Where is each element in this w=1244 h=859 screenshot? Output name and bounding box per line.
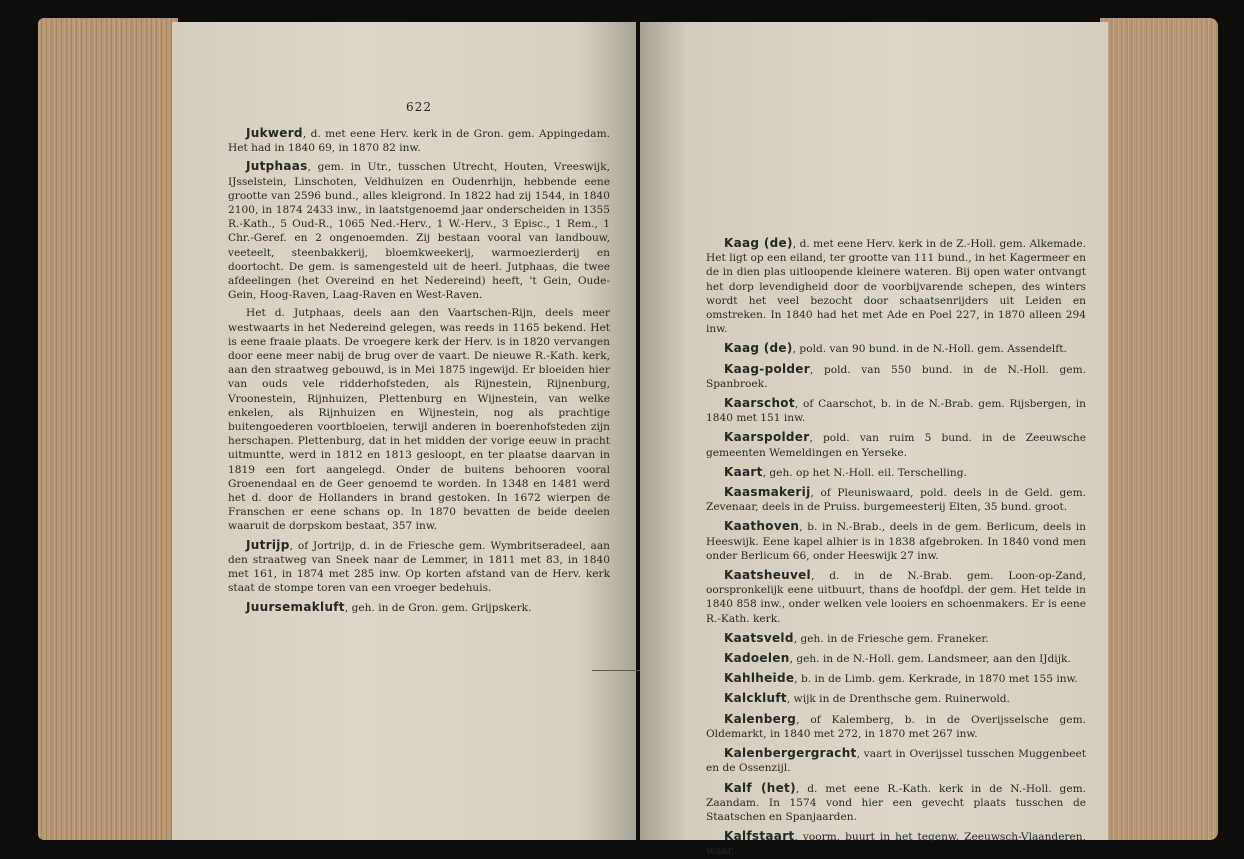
entry-jutrijp [228, 538, 610, 596]
entry-text: , pold. van ruim 5 bund. in de Zeeuwsche gemeenten Wemeldingen en Yerseke. [706, 432, 1086, 459]
headword: Kaarspolder [724, 430, 810, 445]
entry-kaart [706, 465, 1086, 480]
page-number: 622 [406, 100, 432, 114]
entry-text: , pold. van 90 bund. in de N.-Holl. gem. Assendelft. [792, 343, 1067, 356]
entry-text: , of Caarschot, b. in de N.-Brab. gem. Rijsbergen, in 1840 met 151 inw. [706, 398, 1086, 425]
entry-text: , of Pleuniswaard, pold. deels in de Geld. gem. Zevenaar, deels in de Pruiss. burgemeesterij Elten, 35 bund. groot. [706, 487, 1086, 514]
jutphaas-paragraph: Het d. Jutphaas, deels aan den Vaartschen-Rijn, deels meer westwaarts in het Nedereind gelegen, was reeds in 1165 bekend. Het is eene fraaie plaats. De vroegere kerk der Herv. is in 1820 vervangen door eene meer nabij de brug over de vaart. De nieuwe R.-Kath. kerk, aan den straatweg gebouwd, is in Mei 1875 ingewijd. Er bloeiden hier van ouds vele ridderhofsteden, als Rijnestein, Rijnenburg, Vroonestein, Rijnhuizen, Plettenburg en Wijnestein, van welke enkelen, als Rijnhuizen en Wijnestein, nog als prachtige buitengoederen voortbloeien, terwijl anderen in boerenhofsteden zijn herschapen. Plettenburg, dat in het midden der vorige eeuw in pracht uitmuntte, werd in 1812 en 1813 gesloopt, en ter plaatse daarvan in 1819 een fort aangelegd. Onder de buitens behooren vooral Groenendaal en de Geer genoemd te worden. In 1348 en 1481 werd het d. door de Hollanders in brand gestoken. In 1672 wierpen de Franschen er eene schans op. In 1870 bevatten de beide deelen waaruit de dorpskom bestaat, 357 inw. [228, 307, 610, 533]
headword: Kaag (de) [724, 236, 793, 250]
entry-text: , of Kalemberg, b. in de Overijsselsche gem. Oldemarkt, in 1840 met 272, in 1870 met 267 inw. [706, 713, 1086, 740]
entry-jutphaas [228, 159, 610, 302]
entry-juursemakluft [228, 600, 610, 615]
entry-text: , geh. op het N.-Holl. eil. Terschelling. [762, 466, 967, 479]
left-page-edges [38, 18, 178, 840]
entry-text: , voorm. buurt in het tegenw. Zeeuwsch-Vlaanderen, waar [706, 831, 1086, 858]
headword: Jukwerd [246, 126, 303, 140]
entry-text: , d. met eene Herv. kerk in de Z.-Holl. gem. Alkemade. Het ligt op een eiland, ter grootte van 111 bund., in het Kagermeer en de in dien plas uitloopende kleinere wateren. Bij open water ontvangt het dorp levendigheid door de voorbijvarende schepen, des winters wordt het veel bezocht door schaatsenrijders uit Leiden en omstreken. In 1840 had het met Ade en Poel 227, in 1870 alleen 294 inw. [706, 238, 1086, 336]
entry-text: , geh. in de Gron. gem. Grijpskerk. [344, 601, 532, 614]
headword: Kalenbergergracht [724, 746, 857, 761]
entry-text: , b. in de Limb. gem. Kerkrade, in 1870 met 155 inw. [794, 673, 1078, 686]
entry-kaag-polder [706, 341, 1086, 356]
entry-kaag-polder-2 [706, 362, 1086, 391]
headword: Jutrijp [246, 537, 290, 552]
entry-text: , pold. van 550 bund. in de N.-Holl. gem. Spanbroek. [706, 363, 1086, 390]
entry-jukwerd [228, 126, 610, 155]
headword: Kaathoven [724, 519, 800, 534]
left-page [172, 22, 636, 840]
entry-text: , wijk in de Drenthsche gem. Ruinerwold. [786, 693, 1010, 706]
headword: Kalfstaart [724, 829, 795, 844]
entry-text: , vaart in Overijssel tusschen Muggenbeet en de Ossenzijl. [706, 748, 1086, 775]
headword: Kalenberg [724, 711, 797, 726]
headword: Kaasmakerij [724, 485, 811, 500]
headword: Kadoelen [724, 651, 790, 666]
entry-kaag-dorp [706, 236, 1086, 336]
right-page-edges [1100, 18, 1218, 840]
headword: Kalf (het) [724, 780, 796, 795]
headword: Kaatsheuvel [724, 568, 811, 583]
entry-text: , d. met eene Herv. kerk in de Gron. gem. Appingedam. Het had in 1840 69, in 1870 82 inw. [228, 128, 610, 155]
headword: Kaarschot [724, 396, 795, 411]
entry-kaarschot [706, 396, 1086, 425]
entry-text: , gem. in Utr., tusschen Utrecht, Houten, Vreeswijk, IJsselstein, Linschoten, Veldhuizen en Oudenrhijn, hebbende eene grootte van 2596 bund., alles kleigrond. In 1822 had zij 1544, in 1840 2100, in 1874 2433 inw., in laatstgenoemd jaar onderscheiden in 1355 R.-Kath., 5 Oud-R., 1065 Ned.-Herv., 1 W.-Herv., 3 Episc., 1 Rem., 1 Chr.-Geref. en 2 ongenoemden. Zij bestaan vooral van landbouw, veeteelt, steenbakkerij, bloemkweekerij, warmoezierderij en doortocht. De gem. is samengesteld uit de heerl. Jutphaas, die twee afdeelingen (het Overeind en het Nedereind) heeft, 't Gein, Oude-Gein, Hoog-Raven, Laag-Raven en West-Raven. [228, 161, 610, 302]
entry-kaasmakerij [706, 485, 1086, 514]
entry-kalckluft [706, 691, 1086, 706]
headword: Jutphaas [246, 159, 308, 174]
entry-text: , b. in N.-Brab., deels in de gem. Berlicum, deels in Heeswijk. Eene kapel alhier is in 1838 afgebroken. In 1840 vond men onder Berlicum 66, onder Heeswijk 27 inw. [706, 521, 1086, 562]
entry-kalenbergergracht [706, 746, 1086, 775]
headword: Kalckluft [724, 691, 787, 706]
entry-text: , d. met eene R.-Kath. kerk in de N.-Holl. gem. Zaandam. In 1574 vond hier een gevecht plaats tusschen de Staatschen en Spanjaarden. [706, 782, 1087, 823]
headword: Juursemakluft [246, 599, 345, 614]
headword: Kaag (de) [724, 341, 793, 356]
right-page [640, 22, 1108, 858]
entry-kalenberg [706, 712, 1086, 741]
entry-text: , geh. in de Friesche gem. Franeker. [793, 632, 989, 645]
headword: Kahlheide [724, 671, 795, 686]
entry-text: , d. in de N.-Brab. gem. Loon-op-Zand, oorspronkelijk eene uitbuurt, thans de hoofdpl. der gem. Het telde in 1840 858 inw., onder welken vele looiers en schoenmakers. Er is eene R.-Kath. kerk. [706, 570, 1086, 625]
headword: Kaatsveld [724, 630, 794, 645]
entry-kahlheide [706, 671, 1086, 686]
headword: Kaart [724, 464, 763, 479]
entry-kalfstaart [706, 829, 1086, 858]
divider-rule [592, 670, 642, 671]
entry-kaatsveld [706, 631, 1086, 646]
entry-text: , geh. in de N.-Holl. gem. Landsmeer, aan den IJdijk. [789, 653, 1071, 666]
entry-kalf [706, 781, 1086, 825]
entry-text: , of Jortrijp, d. in de Friesche gem. Wymbritseradeel, aan den straatweg van Sneek naar de Lemmer, in 1811 met 83, in 1840 met 161, in 1874 met 285 inw. Op korten afstand van de Herv. kerk staat de stompe toren van een vroeger bedehuis. [228, 539, 610, 595]
entry-kaathoven [706, 519, 1086, 563]
headword: Kaag-polder [724, 361, 810, 376]
entry-kadoelen [706, 651, 1086, 666]
entry-kaarspolder [706, 430, 1086, 459]
entry-kaatsheuvel [706, 568, 1086, 626]
